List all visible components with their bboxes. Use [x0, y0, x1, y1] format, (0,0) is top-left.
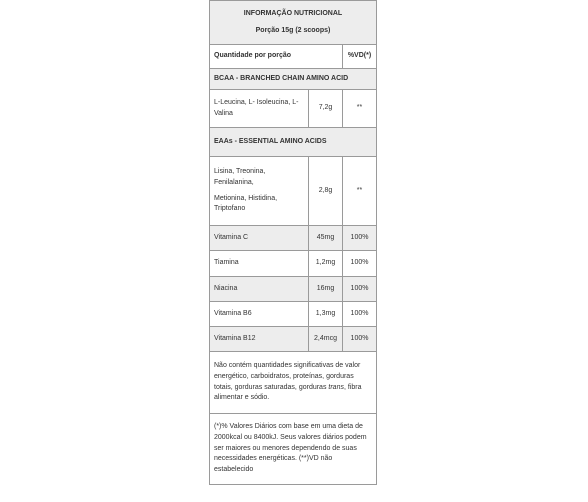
- vitamin-name: Tiamina: [214, 259, 239, 267]
- eaas-name-line2: Metionina, Histidina, Triptofano: [214, 194, 278, 213]
- bcaa-amount: 7,2g: [308, 90, 342, 127]
- vitamin-name: Vitamina B12: [214, 334, 256, 342]
- vitamin-amount: 1,2mg: [308, 251, 342, 276]
- vd-label: %VD(*): [342, 45, 376, 68]
- vitamin-amount: 45mg: [308, 226, 342, 250]
- section-bcaa-title: BCAA - BRANCHED CHAIN AMINO ACID: [214, 74, 349, 82]
- table-row: [210, 225, 376, 250]
- table-title: INFORMAÇÃO NUTRICIONAL: [243, 9, 343, 17]
- portion-size: Porção 15g (2 scoops): [255, 26, 331, 34]
- vitamin-name: Niacina: [214, 284, 238, 292]
- footnote-row: [210, 413, 376, 484]
- vitamin-amount: 1,3mg: [308, 302, 342, 326]
- section-eaas-title: EAAs - ESSENTIAL AMINO ACIDS: [214, 137, 327, 145]
- vitamin-vd: 100%: [342, 327, 376, 351]
- bcaa-row: [210, 89, 376, 127]
- section-eaas: [210, 127, 376, 156]
- quantity-per-portion-label: Quantidade por porção: [214, 52, 292, 60]
- nutrition-facts-table: [209, 0, 377, 485]
- vitamin-name: Vitamina C: [214, 233, 249, 241]
- column-header-row: [210, 44, 376, 68]
- footnote-text: (*)% Valores Diários com base em uma dieta de 2000kcal ou 8400kJ. Seus valores diários podem ser maiores ou menores dependendo de suas necessidades energéticas. (**)VD não estabelecido: [214, 422, 367, 474]
- vitamin-vd: 100%: [342, 251, 376, 276]
- no-significant-text: Não contém quantidades significativas de valor energético, carboidratos, proteínas, gorduras totais, gorduras saturadas, gorduras trans, fibra alimentar e sódio.: [214, 361, 362, 402]
- vitamin-amount: 16mg: [308, 277, 342, 301]
- vitamin-vd: 100%: [342, 226, 376, 250]
- vitamin-vd: 100%: [342, 302, 376, 326]
- table-row: [210, 326, 376, 351]
- eaas-vd: **: [342, 157, 376, 225]
- bcaa-vd: **: [342, 90, 376, 127]
- table-header: [210, 0, 376, 44]
- no-significant-note: [210, 351, 376, 413]
- bcaa-name: L-Leucina, L- Isoleucina, L-Valina: [214, 98, 299, 117]
- vitamin-name: Vitamina B6: [214, 309, 252, 317]
- eaas-row: [210, 156, 376, 225]
- eaas-name-line1: Lisina, Treonina, Fenilalanina,: [214, 167, 266, 186]
- vitamin-vd: 100%: [342, 277, 376, 301]
- table-row: [210, 276, 376, 301]
- eaas-amount: 2,8g: [308, 157, 342, 225]
- table-row: [210, 301, 376, 326]
- section-bcaa: [210, 68, 376, 89]
- table-row: [210, 250, 376, 276]
- vitamin-amount: 2,4mcg: [308, 327, 342, 351]
